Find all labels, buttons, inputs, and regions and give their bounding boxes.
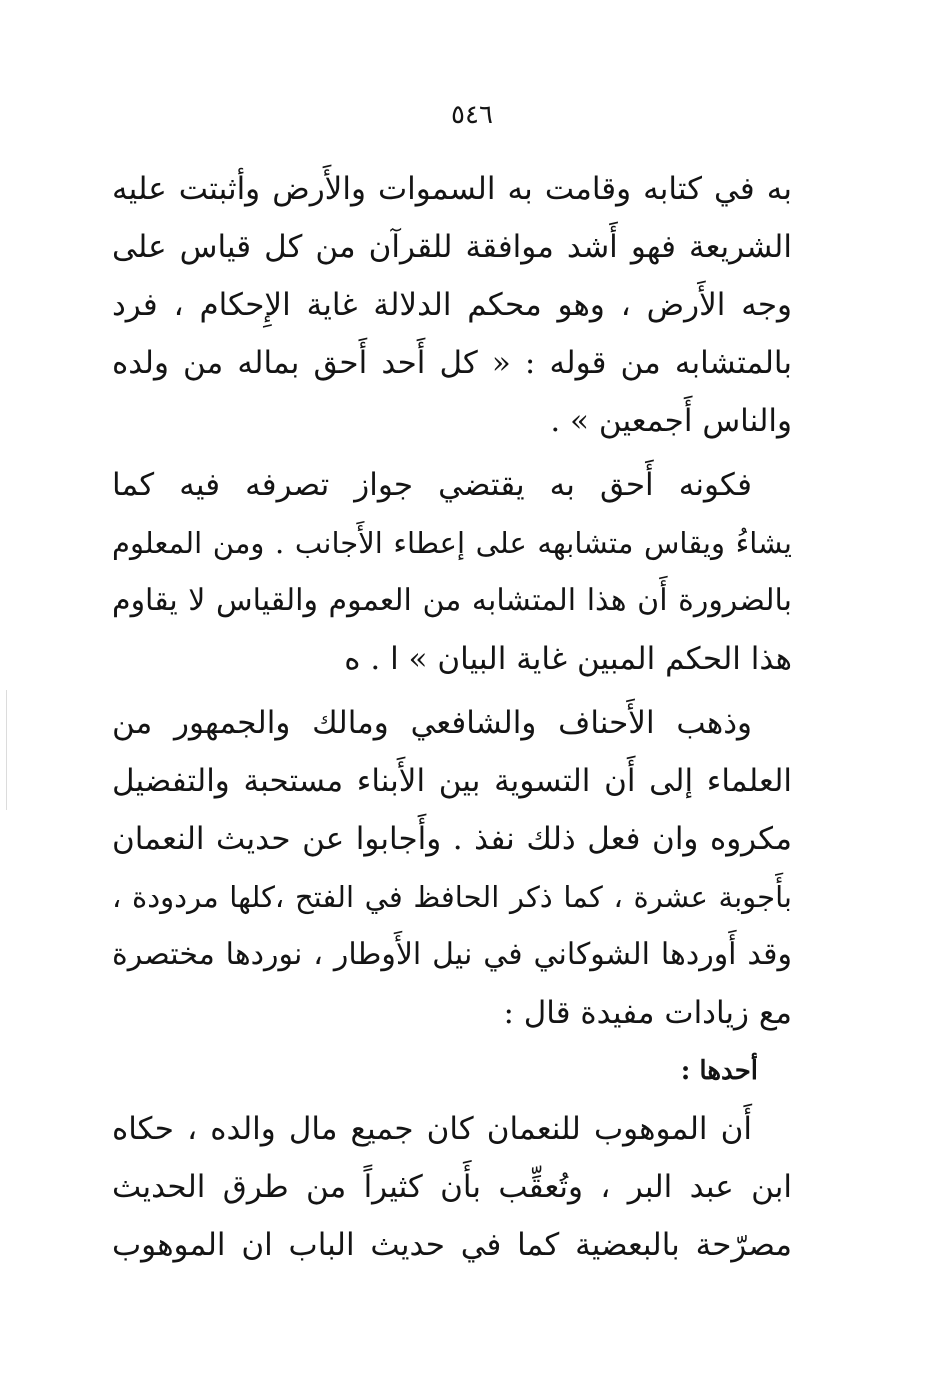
paragraph-3	[112, 694, 792, 1042]
text-line: والناس أَجمعين » .	[550, 403, 792, 439]
text-line: وذهب الأَحناف والشافعي ومالك والجمهور من	[112, 705, 752, 741]
scan-edge-mark	[6, 690, 7, 810]
text-line: العلماء إلى أَن التسوية بين الأَبناء مستحبة والتفضيل	[112, 763, 792, 799]
text-line: مع زيادات مفيدة قال :	[503, 995, 792, 1031]
page-body	[112, 160, 792, 1274]
text-line: بأَجوبة عشرة ، كما ذكر الحافظ في الفتح ،كلها مردودة ،	[112, 880, 792, 914]
text-line: وجه الأَرض ، وهو محكم الدلالة غاية الإِحكام ، فرد	[112, 287, 792, 323]
text-line: مكروه وان فعل ذلك نفذ . وأَجابوا عن حديث النعمان	[112, 821, 792, 857]
text-line: الشريعة فهو أَشد موافقة للقرآن من كل قياس على	[112, 229, 792, 265]
text-line: يشاءُ ويقاس متشابهه على إعطاء الأَجانب . ومن المعلوم	[112, 526, 792, 560]
text-line: أَن الموهوب للنعمان كان جميع مال والده ، حكاه	[112, 1111, 752, 1147]
paragraph-1	[112, 160, 792, 450]
text-line: هذا الحكم المبين غاية البيان » ا . ه	[344, 641, 792, 677]
section-subheading: أحدها :	[680, 1056, 758, 1086]
page-number: ٥٤٦	[451, 100, 493, 130]
text-line: ابن عبد البر ، وتُعقِّب بأَن كثيراً من طرق الحديث	[112, 1169, 792, 1205]
text-line: مصرّحة بالبعضية كما في حديث الباب ان الموهوب	[112, 1227, 792, 1263]
text-line: وقد أَوردها الشوكاني في نيل الأَوطار ، نوردها مختصرة	[112, 937, 792, 972]
paragraph-2	[112, 456, 792, 688]
paragraph-4	[112, 1100, 792, 1274]
text-line: فكونه أَحق به يقتضي جواز تصرفه فيه كما	[112, 467, 752, 503]
text-line: بالمتشابه من قوله : « كل أَحد أَحق بماله من ولده	[112, 345, 792, 381]
text-line: بالضرورة أَن هذا المتشابه من العموم والقياس لا يقاوم	[112, 583, 792, 618]
text-line: به في كتابه وقامت به السموات والأَرض وأثبتت عليه	[112, 171, 792, 207]
